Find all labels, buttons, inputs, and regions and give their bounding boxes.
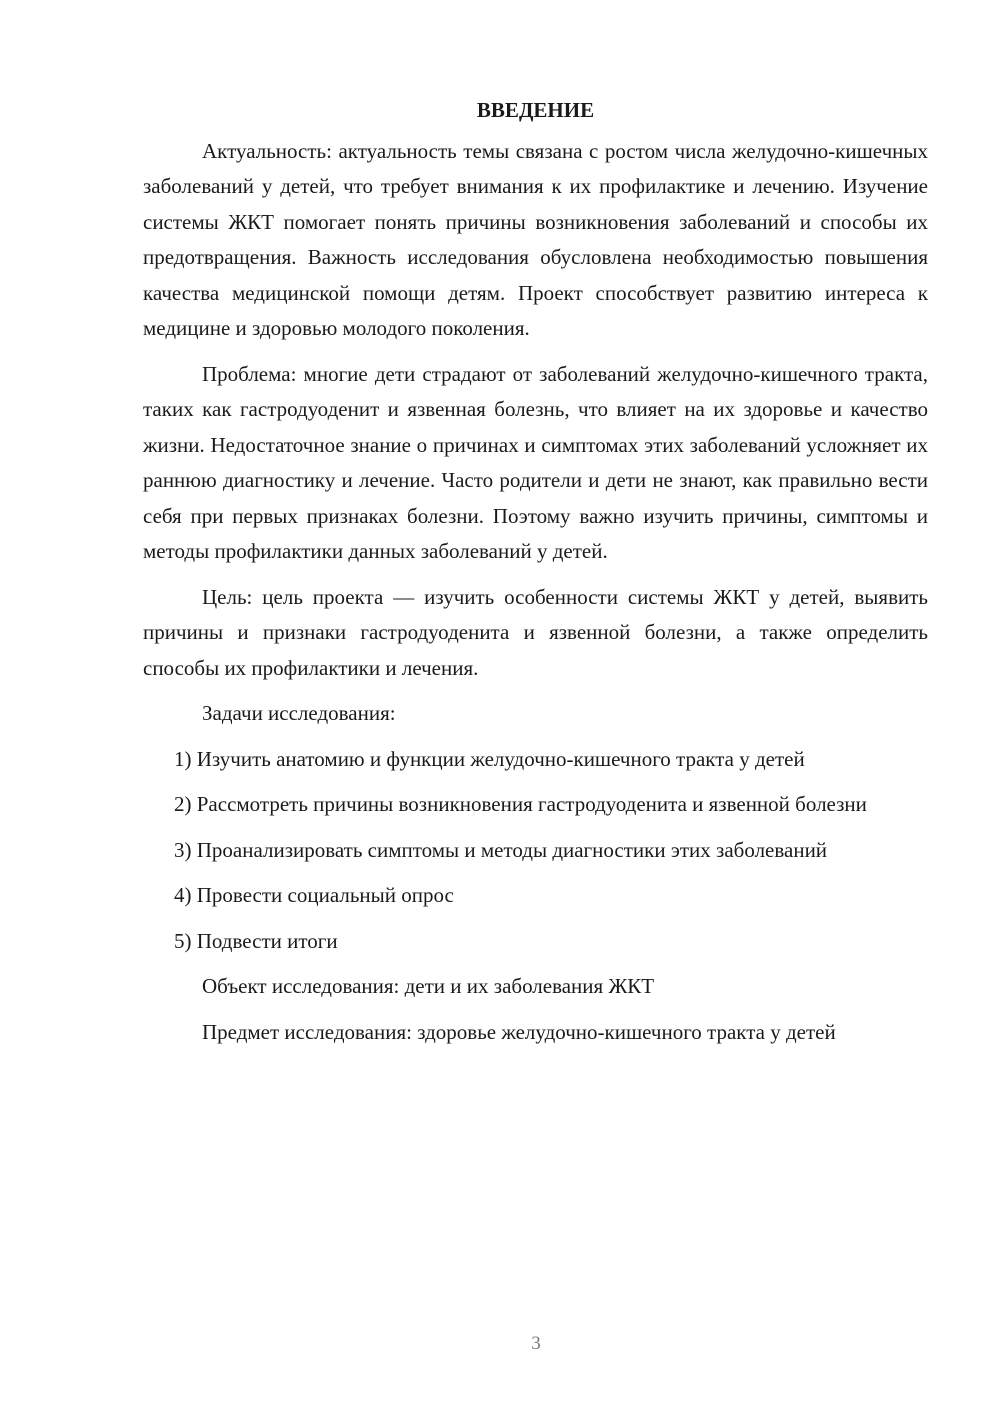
- document-page: [143, 93, 928, 1050]
- task-item: 4) Провести социальный опрос: [174, 883, 454, 907]
- paragraph-goal: Цель: цель проекта — изучить особенности системы ЖКТ у детей, выявить причины и признаки гастродуоденита и язвенной болезни, а также определить способы их профилактики и лечения.: [143, 584, 928, 680]
- page-number: 3: [531, 1333, 541, 1354]
- task-item: 5) Подвести итоги: [174, 928, 338, 953]
- task-item: 1) Изучить анатомию и функции желудочно-кишечного тракта у детей: [174, 746, 805, 771]
- paragraph-object: Объект исследования: дети и их заболевания ЖКТ: [202, 974, 655, 998]
- paragraph-relevance: Актуальность: актуальность темы связана с ростом числа желудочно-кишечных заболеваний у детей, что требует внимания к их профилактике и лечению. Изучение системы ЖКТ помогает понять причины возникновения заболеваний и способы их предотвращения. Важность исследования обусловлена необходимостью повышения качества медицинской помощи детям. Проект способствует развитию интереса к медицине и здоровью молодого поколения.: [143, 138, 928, 340]
- paragraph-subject: Предмет исследования: здоровье желудочно-кишечного тракта у детей: [202, 1019, 836, 1044]
- task-item: 3) Проанализировать симптомы и методы диагностики этих заболеваний: [174, 837, 828, 862]
- tasks-heading: Задачи исследования:: [202, 701, 396, 725]
- document-title: ВВЕДЕНИЕ: [476, 98, 595, 122]
- task-item: 2) Рассмотреть причины возникновения гастродуоденита и язвенной болезни: [174, 792, 867, 816]
- paragraph-problem: Проблема: многие дети страдают от заболеваний желудочно-кишечного тракта, таких как гастродуоденит и язвенная болезнь, что влияет на их здоровье и качество жизни. Недостаточное знание о причинах и симптомах этих заболеваний усложняет их раннюю диагностику и лечение. Часто родители и дети не знают, как правильно вести себя при первых признаках болезни. Поэтому важно изучить причины, симптомы и методы профилактики данных заболеваний у детей.: [143, 361, 928, 563]
